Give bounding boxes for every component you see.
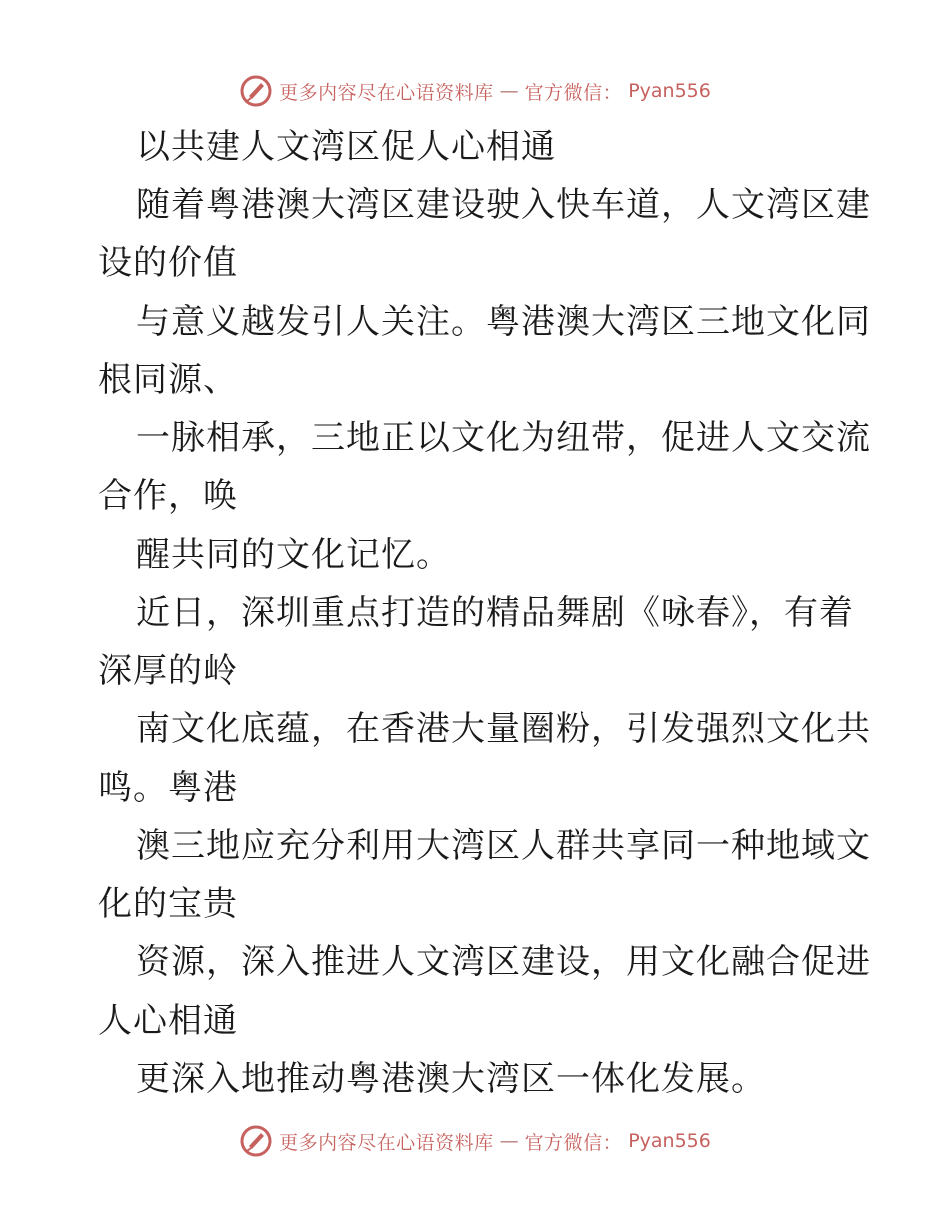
watermark-brand: 更多内容尽在心语资料库 — [279, 81, 494, 104]
doc-line: 根同源、 — [98, 360, 238, 400]
header-watermark — [0, 73, 950, 109]
doc-line: 醒共同的文化记忆。 — [136, 535, 451, 575]
watermark-contact: 官方微信： — [524, 1131, 623, 1154]
doc-line: 更深入地推动粤港澳大湾区一体化发展。 — [136, 1059, 766, 1099]
doc-title: 以共建人文湾区促人心相通 — [136, 127, 556, 167]
doc-line: 近日，深圳重点打造的精品舞剧《咏春》，有着 — [136, 593, 854, 633]
watermark-contact: 官方微信： — [524, 81, 623, 104]
watermark-account: Pyan556 — [628, 80, 711, 102]
doc-line: 鸣。粤港 — [98, 768, 238, 808]
brand-logo-icon — [239, 74, 273, 108]
doc-line: 与意义越发引人关注。粤港澳大湾区三地文化同 — [136, 302, 871, 342]
doc-line: 人心相通 — [98, 1001, 238, 1041]
doc-line: 合作，唤 — [98, 476, 238, 516]
doc-line: 澳三地应充分利用大湾区人群共享同一种地域文 — [136, 826, 871, 866]
doc-line: 一脉相承，三地正以文化为纽带，促进人文交流 — [136, 418, 871, 458]
doc-line: 资源，深入推进人文湾区建设，用文化融合促进 — [136, 942, 871, 982]
watermark-separator: — — [499, 1130, 519, 1152]
watermark-separator: — — [499, 80, 519, 102]
doc-line: 设的价值 — [98, 243, 238, 283]
footer-watermark — [0, 1123, 950, 1159]
watermark-account: Pyan556 — [628, 1130, 711, 1152]
doc-line: 化的宝贵 — [98, 884, 238, 924]
brand-logo-icon — [239, 1124, 273, 1158]
doc-line: 深厚的岭 — [98, 651, 238, 691]
doc-line: 随着粤港澳大湾区建设驶入快车道，人文湾区建 — [136, 185, 871, 225]
doc-line: 南文化底蕴，在香港大量圈粉，引发强烈文化共 — [136, 709, 871, 749]
watermark-brand: 更多内容尽在心语资料库 — [279, 1131, 494, 1154]
